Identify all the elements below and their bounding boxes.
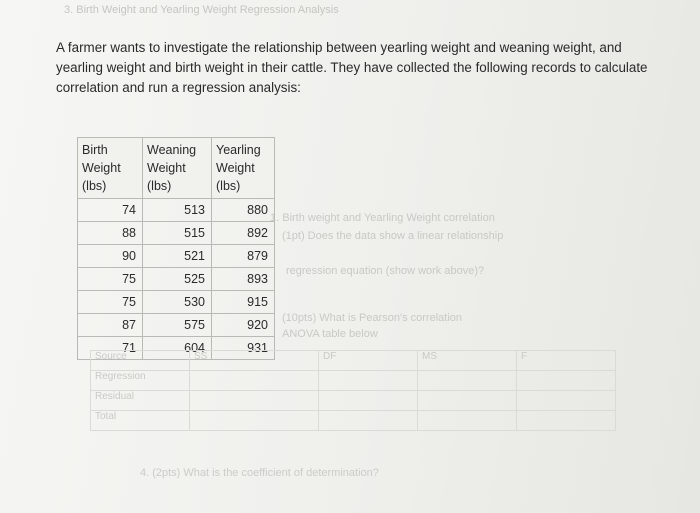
anova-cell: [190, 371, 319, 391]
header-line: Weight: [216, 161, 255, 175]
header-yearling-weight: [212, 138, 275, 199]
cell-weaning-weight: 521: [143, 245, 212, 268]
header-line: (lbs): [147, 179, 172, 193]
header-line: Yearling: [216, 143, 261, 157]
intro-line: correlation and run a regression analysis:: [56, 80, 301, 95]
ghost-question-text: (1pt) Does the data show a linear relationship: [282, 230, 504, 242]
cell-weaning-weight: 515: [143, 222, 212, 245]
anova-header: Source: [91, 351, 190, 371]
table-row: [78, 199, 275, 222]
cell-weaning-weight: 513: [143, 199, 212, 222]
cell-yearling-weight: 892: [212, 222, 275, 245]
table-row: [78, 222, 275, 245]
anova-header: SS: [190, 351, 319, 371]
cell-yearling-weight: 920: [212, 314, 275, 337]
table-row: [78, 268, 275, 291]
table-row: [78, 314, 275, 337]
anova-cell: [190, 391, 319, 411]
ghost-question-text: 1. Birth weight and Yearling Weight correlation: [270, 212, 495, 224]
cell-yearling-weight: 915: [212, 291, 275, 314]
cell-birth-weight: 75: [78, 268, 143, 291]
cell-yearling-weight: 893: [212, 268, 275, 291]
header-weaning-weight: [143, 138, 212, 199]
header-line: Weight: [82, 161, 121, 175]
anova-cell: [418, 391, 517, 411]
faint-header-text: 3. Birth Weight and Yearling Weight Regression Analysis: [64, 4, 339, 16]
anova-source-label: Total: [91, 411, 190, 431]
table-row: [78, 291, 275, 314]
header-line: Weaning: [147, 143, 197, 157]
cell-birth-weight: 74: [78, 199, 143, 222]
cell-weaning-weight: 525: [143, 268, 212, 291]
anova-source-label: Residual: [91, 391, 190, 411]
table-header-row: [78, 138, 275, 199]
cell-weaning-weight: 530: [143, 291, 212, 314]
header-line: Weight: [147, 161, 186, 175]
ghost-question-text: ANOVA table below: [282, 328, 378, 340]
header-line: (lbs): [216, 179, 241, 193]
anova-header: F: [517, 351, 616, 371]
anova-cell: [319, 371, 418, 391]
faint-footer-question: 4. (2pts) What is the coefficient of determination?: [140, 467, 379, 479]
anova-cell: [517, 371, 616, 391]
cell-yearling-weight: 880: [212, 199, 275, 222]
anova-cell: [517, 391, 616, 411]
anova-row: [91, 391, 616, 411]
anova-source-label: Regression: [91, 371, 190, 391]
cell-birth-weight: 88: [78, 222, 143, 245]
anova-header: MS: [418, 351, 517, 371]
header-birth-weight: [78, 138, 143, 199]
intro-line: yearling weight and birth weight in their cattle. They have collected the following records to calculate: [56, 60, 648, 75]
anova-table: [90, 350, 616, 431]
anova-header: DF: [319, 351, 418, 371]
cell-yearling-weight: 931: [212, 337, 275, 360]
cell-weaning-weight: 575: [143, 314, 212, 337]
anova-cell: [418, 371, 517, 391]
weight-records-table: [77, 137, 275, 360]
table-row: [78, 245, 275, 268]
problem-intro: [56, 38, 656, 98]
anova-cell: [418, 411, 517, 431]
anova-cell: [319, 411, 418, 431]
ghost-question-text: regression equation (show work above)?: [286, 265, 485, 277]
anova-cell: [190, 411, 319, 431]
header-line: Birth: [82, 143, 108, 157]
anova-cell: [517, 411, 616, 431]
cell-birth-weight: 71: [78, 337, 143, 360]
intro-line: A farmer wants to investigate the relationship between yearling weight and weaning weight, and: [56, 40, 622, 55]
cell-birth-weight: 90: [78, 245, 143, 268]
cell-birth-weight: 75: [78, 291, 143, 314]
anova-header-row: [91, 351, 616, 371]
cell-yearling-weight: 879: [212, 245, 275, 268]
cell-birth-weight: 87: [78, 314, 143, 337]
ghost-question-text: (10pts) What is Pearson's correlation: [282, 312, 463, 324]
anova-cell: [319, 391, 418, 411]
cell-weaning-weight: 604: [143, 337, 212, 360]
header-line: (lbs): [82, 179, 107, 193]
anova-row: [91, 411, 616, 431]
anova-row: [91, 371, 616, 391]
